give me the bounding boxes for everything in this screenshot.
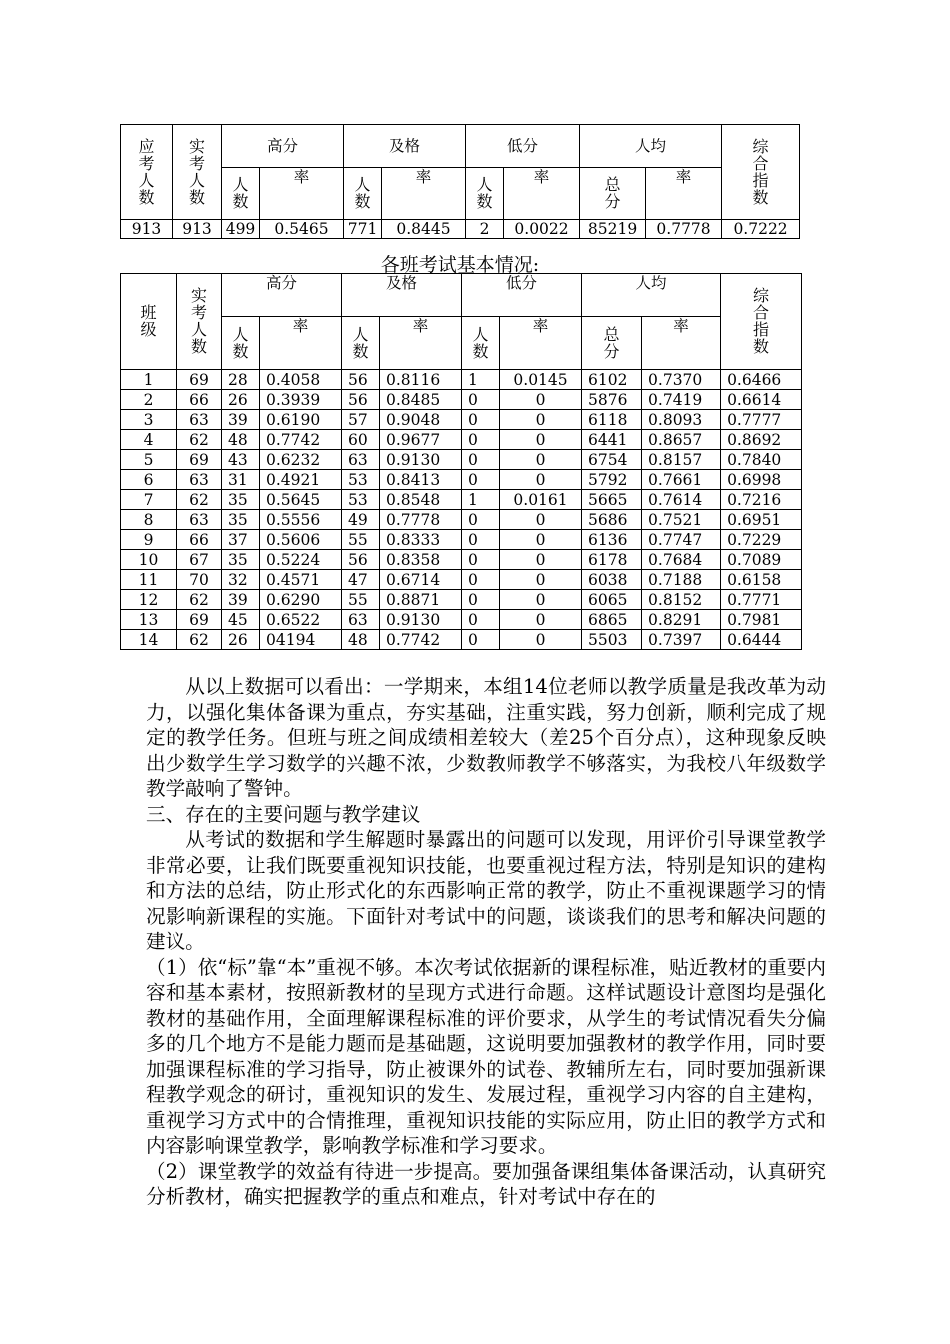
table-cell: 43: [222, 450, 260, 470]
table-cell: 37: [222, 530, 260, 550]
table-row: [121, 450, 802, 470]
header-low-score: 低分: [466, 125, 580, 168]
table-row: [121, 530, 802, 550]
table-cell: 0.6232: [260, 450, 342, 470]
table-cell: 0.6290: [260, 590, 342, 610]
table-cell: 0.6190: [260, 410, 342, 430]
table-cell: 0: [500, 470, 582, 490]
table-cell: 0.6158: [721, 570, 802, 590]
table-cell: 0: [462, 450, 500, 470]
table-cell: 0: [462, 550, 500, 570]
table-cell: 0.4571: [260, 570, 342, 590]
header-composite-index: 综合指数: [721, 274, 802, 370]
table-cell: 9: [121, 530, 177, 550]
table-cell: 62: [177, 630, 222, 650]
table-cell: 56: [342, 550, 380, 570]
table-cell: 0.6614: [721, 390, 802, 410]
table-cell: 0.8157: [642, 450, 721, 470]
table-cell: 53: [342, 470, 380, 490]
subheader-total-score: 总分: [582, 317, 642, 370]
table-cell: 39: [222, 410, 260, 430]
table-cell: 0.8152: [642, 590, 721, 610]
table-cell: 0.8657: [642, 430, 721, 450]
table-cell: 0.7981: [721, 610, 802, 630]
table-cell: 0: [500, 510, 582, 530]
table-cell: 0.7777: [721, 410, 802, 430]
table-cell: 6865: [582, 610, 642, 630]
table-cell: 1: [121, 370, 177, 390]
table-cell: 66: [177, 530, 222, 550]
table-cell: 5792: [582, 470, 642, 490]
table-cell: 0.7684: [642, 550, 721, 570]
table-cell: 0.8333: [380, 530, 462, 550]
table-cell: 12: [121, 590, 177, 610]
table-cell: 0.5645: [260, 490, 342, 510]
table-cell: 69: [177, 370, 222, 390]
table-cell: 0: [462, 610, 500, 630]
table-cell: 56: [342, 390, 380, 410]
subheader-count: 人数: [462, 317, 500, 370]
table-cell: 26: [222, 390, 260, 410]
table-cell: 85219: [580, 220, 646, 239]
table-cell: 26: [222, 630, 260, 650]
table-cell: 1: [462, 370, 500, 390]
table-cell: 0: [462, 510, 500, 530]
table-cell: 6136: [582, 530, 642, 550]
table-row: [121, 610, 802, 630]
table-cell: 0: [500, 390, 582, 410]
table-cell: 35: [222, 510, 260, 530]
table-cell: 0.7222: [722, 220, 800, 239]
table-cell: 31: [222, 470, 260, 490]
table-cell: 0.8413: [380, 470, 462, 490]
table-cell: 0.7089: [721, 550, 802, 570]
header-high-score: 高分: [222, 274, 342, 317]
table-cell: 0: [462, 430, 500, 450]
table-cell: 55: [342, 530, 380, 550]
table-cell: 0.8358: [380, 550, 462, 570]
table-row: [121, 490, 802, 510]
table-cell: 0.6522: [260, 610, 342, 630]
subheader-rate: 率: [646, 168, 722, 220]
subheader-rate: 率: [504, 168, 580, 220]
table-cell: 0: [500, 530, 582, 550]
table-cell: 6178: [582, 550, 642, 570]
table-cell: 0.7188: [642, 570, 721, 590]
header-total-students: 应考人数: [121, 125, 173, 220]
table-cell: 6118: [582, 410, 642, 430]
table-cell: 1: [462, 490, 500, 510]
table-cell: 63: [177, 510, 222, 530]
table-cell: 10: [121, 550, 177, 570]
table-cell: 0.6951: [721, 510, 802, 530]
table-cell: 0.8093: [642, 410, 721, 430]
table-cell: 0: [462, 470, 500, 490]
table-cell: 45: [222, 610, 260, 630]
paragraph-item-2: （2）课堂教学的效益有待进一步提高。要加强备课组集体备课活动，认真研究分析教材，确实把握教学的重点和难点，针对考试中存在的: [146, 1159, 826, 1208]
section-heading: 三、存在的主要问题与教学建议: [146, 802, 421, 826]
table-cell: 0.8445: [382, 220, 466, 239]
header-tested-students: 实考人数: [173, 125, 222, 220]
table-cell: 0.0161: [500, 490, 582, 510]
table-cell: 60: [342, 430, 380, 450]
subheader-rate: 率: [642, 317, 721, 370]
table-cell: 14: [121, 630, 177, 650]
table-cell: 63: [342, 610, 380, 630]
table-cell: 49: [342, 510, 380, 530]
table-cell: 62: [177, 430, 222, 450]
header-composite-index: 综合指数: [722, 125, 800, 220]
table-cell: 0.9677: [380, 430, 462, 450]
subheader-rate: 率: [500, 317, 582, 370]
table-cell: 53: [342, 490, 380, 510]
table-cell: 47: [342, 570, 380, 590]
table-row: [121, 390, 802, 410]
table-cell: 0: [462, 630, 500, 650]
table-cell: 7: [121, 490, 177, 510]
table-cell: 0.4058: [260, 370, 342, 390]
table-cell: 0: [500, 610, 582, 630]
table-cell: 0.5465: [260, 220, 344, 239]
table-cell: 0.0145: [500, 370, 582, 390]
table-cell: 62: [177, 490, 222, 510]
table-cell: 63: [177, 470, 222, 490]
table-cell: 0.7771: [721, 590, 802, 610]
table-cell: 499: [222, 220, 260, 239]
table-cell: 0: [462, 570, 500, 590]
table-cell: 0.0022: [504, 220, 580, 239]
table-row: [121, 470, 802, 490]
table-cell: 0.9130: [380, 450, 462, 470]
table-cell: 0.7397: [642, 630, 721, 650]
table-cell: 67: [177, 550, 222, 570]
table-cell: 63: [177, 410, 222, 430]
table-cell: 0.7778: [646, 220, 722, 239]
table-cell: 2: [466, 220, 504, 239]
table-cell: 0: [500, 550, 582, 570]
table-cell: 2: [121, 390, 177, 410]
table-cell: 0.9130: [380, 610, 462, 630]
table-cell: 6441: [582, 430, 642, 450]
table-cell: 70: [177, 570, 222, 590]
table-cell: 6102: [582, 370, 642, 390]
table-cell: 0.7747: [642, 530, 721, 550]
header-average: 人均: [582, 274, 721, 317]
table-row: [121, 430, 802, 450]
table-cell: 63: [342, 450, 380, 470]
table-cell: 0.7661: [642, 470, 721, 490]
table-cell: 0: [500, 630, 582, 650]
table-row: [121, 550, 802, 570]
subheader-count: 人数: [466, 168, 504, 220]
table-cell: 6754: [582, 450, 642, 470]
table-cell: 04194: [260, 630, 342, 650]
table-cell: 0: [500, 450, 582, 470]
table-cell: 6065: [582, 590, 642, 610]
class-table-title: 各班考试基本情况:: [380, 254, 540, 276]
table-cell: 35: [222, 550, 260, 570]
table-cell: 0: [462, 410, 500, 430]
table-cell: 5665: [582, 490, 642, 510]
subheader-total-score: 总分: [580, 168, 646, 220]
table-cell: 0.5224: [260, 550, 342, 570]
table-cell: 69: [177, 450, 222, 470]
header-pass: 及格: [344, 125, 466, 168]
table-cell: 0.7778: [380, 510, 462, 530]
table-cell: 0.8485: [380, 390, 462, 410]
table-cell: 0: [500, 410, 582, 430]
table-cell: 0: [500, 590, 582, 610]
table-cell: 0: [462, 590, 500, 610]
table-row: [121, 590, 802, 610]
table-cell: 0.5606: [260, 530, 342, 550]
table-cell: 55: [342, 590, 380, 610]
table-cell: 6: [121, 470, 177, 490]
table-cell: 0.7614: [642, 490, 721, 510]
class-table: [120, 273, 802, 650]
table-cell: 56: [342, 370, 380, 390]
subheader-rate: 率: [380, 317, 462, 370]
subheader-rate: 率: [260, 168, 344, 220]
header-high-score: 高分: [222, 125, 344, 168]
table-cell: 0.8871: [380, 590, 462, 610]
paragraph-summary: 从以上数据可以看出：一学期来，本组14位老师以教学质量是我改革为动力，以强化集体备课为重点，夯实基础，注重实践，努力创新，顺利完成了规定的教学任务。但班与班之间成绩相差较大（差25个百分点），这种现象反映出少数学生学习数学的兴趣不浓，少数教师教学不够落实，为我校八年级数学教学敲响了警钟。: [146, 675, 826, 800]
summary-table: [120, 124, 800, 239]
subheader-count: 人数: [222, 317, 260, 370]
summary-data-row: [121, 220, 800, 239]
table-cell: 0.7419: [642, 390, 721, 410]
table-row: [121, 630, 802, 650]
table-cell: 0.9048: [380, 410, 462, 430]
table-cell: 5: [121, 450, 177, 470]
table-cell: 771: [344, 220, 382, 239]
table-cell: 3: [121, 410, 177, 430]
table-cell: 32: [222, 570, 260, 590]
table-cell: 48: [342, 630, 380, 650]
subheader-count: 人数: [344, 168, 382, 220]
table-row: [121, 410, 802, 430]
table-cell: 0.8692: [721, 430, 802, 450]
table-cell: 11: [121, 570, 177, 590]
table-cell: 5686: [582, 510, 642, 530]
table-row: [121, 370, 802, 390]
table-cell: 0.6998: [721, 470, 802, 490]
subheader-rate: 率: [260, 317, 342, 370]
header-average: 人均: [580, 125, 722, 168]
table-cell: 66: [177, 390, 222, 410]
table-cell: 8: [121, 510, 177, 530]
table-cell: 0.6444: [721, 630, 802, 650]
table-cell: 0: [462, 530, 500, 550]
table-cell: 35: [222, 490, 260, 510]
table-cell: 62: [177, 590, 222, 610]
table-cell: 0.8548: [380, 490, 462, 510]
table-cell: 0.6466: [721, 370, 802, 390]
header-pass: 及格: [342, 274, 462, 317]
table-cell: 0: [500, 570, 582, 590]
table-cell: 913: [121, 220, 173, 239]
header-low-score: 低分: [462, 274, 582, 317]
table-cell: 57: [342, 410, 380, 430]
subheader-rate: 率: [382, 168, 466, 220]
header-tested-students: 实考人数: [177, 274, 222, 370]
table-cell: 0.7742: [380, 630, 462, 650]
table-cell: 0.7216: [721, 490, 802, 510]
subheader-count: 人数: [342, 317, 380, 370]
table-cell: 69: [177, 610, 222, 630]
table-cell: 0: [462, 390, 500, 410]
table-cell: 0.7521: [642, 510, 721, 530]
header-class: 班级: [121, 274, 177, 370]
table-cell: 0.4921: [260, 470, 342, 490]
table-cell: 28: [222, 370, 260, 390]
paragraph-intro: 从考试的数据和学生解题时暴露出的问题可以发现，用评价引导课堂教学非常必要，让我们既要重视知识技能，也要重视过程方法，特别是知识的建构和方法的总结，防止形式化的东西影响正常的教学，防止不重视课题学习的情况影响新课程的实施。下面针对考试中的问题，谈谈我们的思考和解决问题的建议。: [146, 828, 826, 953]
table-cell: 13: [121, 610, 177, 630]
body-text: [146, 674, 826, 1210]
table-cell: 0.7840: [721, 450, 802, 470]
table-cell: 0.3939: [260, 390, 342, 410]
table-cell: 0.7370: [642, 370, 721, 390]
table-cell: 39: [222, 590, 260, 610]
table-row: [121, 510, 802, 530]
table-cell: 5503: [582, 630, 642, 650]
table-cell: 0.8291: [642, 610, 721, 630]
paragraph-item-1: （1）依“标”靠“本”重视不够。本次考试依据新的课程标准，贴近教材的重要内容和基本素材，按照新教材的呈现方式进行命题。这样试题设计意图均是强化教材的基础作用，全面理解课程标准的评价要求，从学生的考试情况看失分偏多的几个地方不是能力题而是基础题，这说明要加强教材的教学作用，同时要加强课程标准的学习指导，防止被课外的试卷、教辅所左右，同时要加强新课程教学观念的研讨，重视知识的发生、发展过程，重视学习内容的自主建构，重视学习方式中的合情推理，重视知识技能的实际应用，防止旧的教学方式和内容影响课堂教学，影响教学标准和学习要求。: [146, 955, 826, 1157]
table-cell: 0.7742: [260, 430, 342, 450]
table-cell: 5876: [582, 390, 642, 410]
table-cell: 0.7229: [721, 530, 802, 550]
table-cell: 0.8116: [380, 370, 462, 390]
subheader-count: 人数: [222, 168, 260, 220]
table-cell: 913: [173, 220, 222, 239]
table-cell: 0.5556: [260, 510, 342, 530]
table-row: [121, 570, 802, 590]
table-cell: 6038: [582, 570, 642, 590]
table-cell: 0.6714: [380, 570, 462, 590]
table-cell: 0: [500, 430, 582, 450]
table-cell: 4: [121, 430, 177, 450]
table-cell: 48: [222, 430, 260, 450]
